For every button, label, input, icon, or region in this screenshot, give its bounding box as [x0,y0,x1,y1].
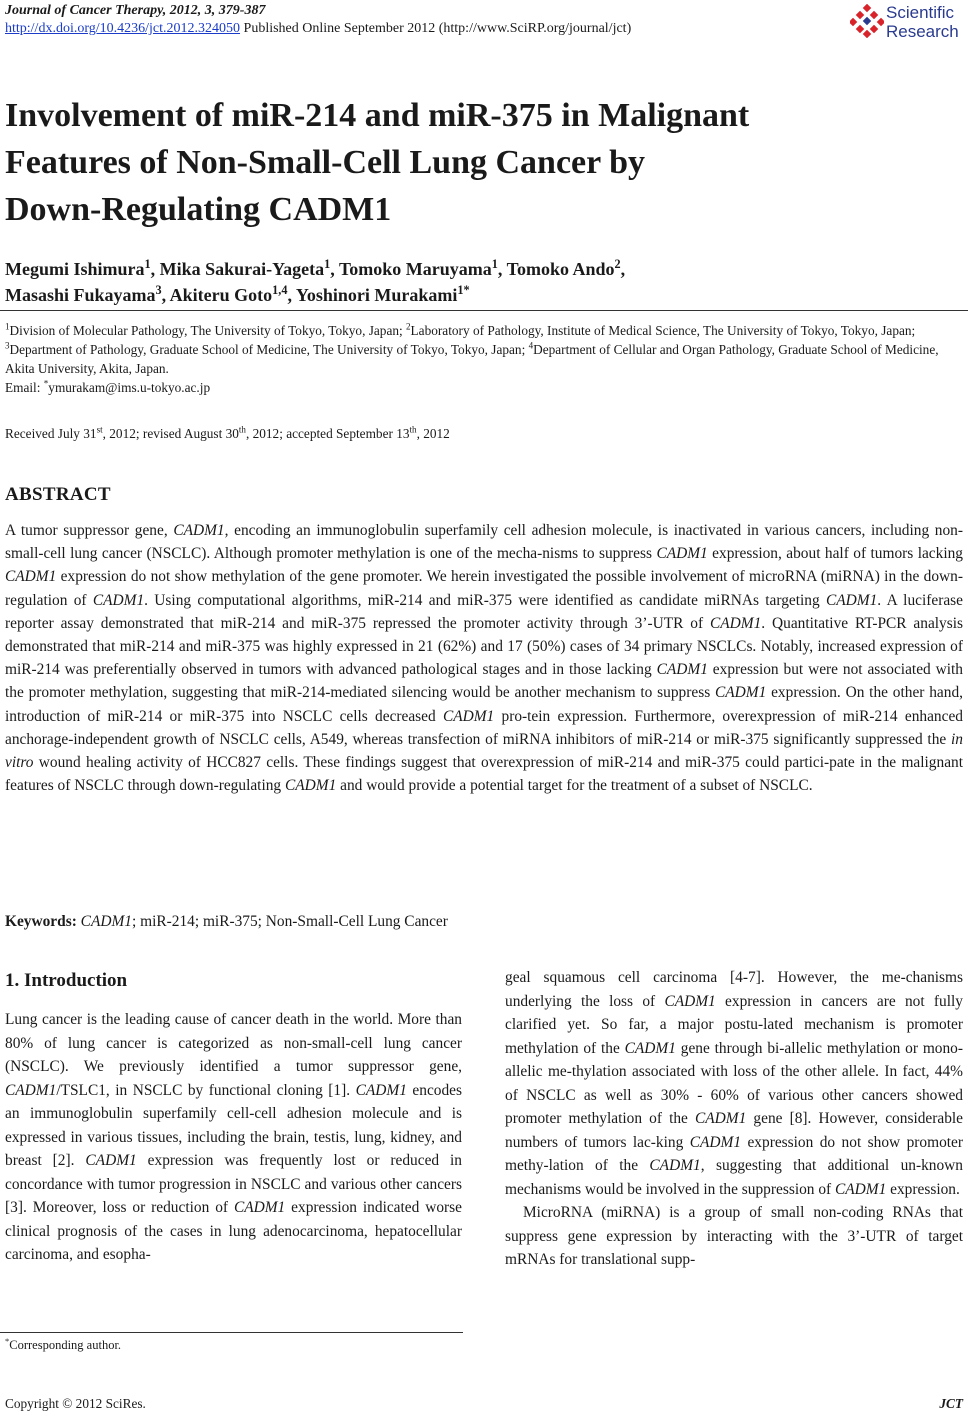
received-text: Received July 31 [5,426,97,441]
italic-term: in vitro [5,730,963,772]
title-line: Involvement of miR-214 and miR-375 in Malignant [5,97,750,134]
text-run: A tumor suppressor gene, [5,522,174,539]
ordinal-sup: st [96,424,103,435]
italic-term: CADM1 [5,1081,57,1099]
italic-term: CADM1 [656,545,708,563]
email-address[interactable]: ymurakam@ims.u-tokyo.ac.jp [48,380,211,395]
affiliation-sup: 4 [528,340,534,351]
text-run: . Using computational algorithms, miR-214 and miR-375 were identified as candidate miRNAs targeting [144,591,826,609]
affiliation [5,342,529,357]
text-run: expression but were not associated with the promoter methylation, suggesting that miR-214-mediated silencing would be another mechanism to suppress [5,661,963,702]
italic-term: CADM1 [714,684,767,702]
author-name: Megumi Ishimura [5,259,145,279]
text-run: expression in cancers are not fully clarified yet. So far, a major postu-lated mechanism is promoter methylation of the [505,992,963,1057]
affiliation [406,323,915,338]
keywords-list: ; miR-214; miR-375; Non-Small-Cell Lung Cancer [131,913,448,930]
keyword-gene: CADM1 [76,913,132,930]
text-run: . A luciferase reporter assay demonstrated that miR-214 and miR-375 repressed the promoter activity through 3’-UTR of [5,591,963,632]
journal-volume-pages: , 2012, 3, 379-387 [162,3,266,18]
abstract-heading: ABSTRACT [5,484,111,505]
author-name: Yoshinori Murakami [295,285,458,305]
author-name: Masashi Fukayama [5,285,156,305]
italic-term: CADM1 [442,707,495,725]
publisher-logo [850,2,966,42]
email-label: Email: [5,380,44,395]
author-separator: , [497,259,507,279]
author-affil-sup: 1* [457,283,470,297]
author-separator: , [620,259,626,279]
section-heading-introduction: 1. Introduction [5,970,128,991]
italic-term: CADM1 [664,992,716,1010]
footnote-text: Corresponding author. [9,1338,122,1352]
text-run: pro-tein expression. Furthermore, overexpression of miR-214 enhanced anchorage-independent growth of NSCLC cells, A549, whereas transfection of miRNA inhibitors of miR-214 or miR-375 significantly suppressed the [5,707,963,748]
italic-term: CADM1 [233,1199,286,1216]
accepted-text: , 2012; accepted September 13 [245,426,410,441]
author-affil-sup: 3 [155,283,162,297]
affiliation-text: Department of Cellular and Organ Pathology, Graduate School of Medicine, Akita University, Akita, Japan. [5,342,939,376]
italic-term: CADM1 [709,614,762,632]
footnote [5,1335,122,1353]
email-sup: * [43,378,49,389]
text-run: expression do not show methylation of the gene promoter. We herein investigated the possible involvement of microRNA (miRNA) in the down-regulation of [5,568,963,609]
affiliations [5,321,963,397]
journal-name: Journal of Cancer Therapy [5,3,163,18]
affiliation [5,323,406,338]
italic-term: CADM1 [656,661,708,679]
published-online: Published Online September 2012 (http://www.SciRP.org/journal/jct) [240,21,632,36]
italic-term: CADM1 [355,1081,407,1099]
text-run: wound healing activity of HCC827 cells. These findings suggest that overexpression of miR-214 and miR-375 could partici-pate in the malignant features of NSCLC through down-regulating [5,754,963,795]
author-name: Tomoko Maruyama [338,259,492,279]
text-run: expression. On the other hand, introduction of miR-214 or miR-375 into NSCLC cells decreased [5,684,963,725]
text-run: expression was frequently lost or reduced in concordance with tumor progression in NSCLC and various other cancers [3]. Moreover, loss or reduction of [5,1152,463,1216]
affiliation-text: Laboratory of Pathology, Institute of Medical Science, The University of Tokyo, Tokyo, Japan; [410,323,916,338]
author-affil-sup: 2 [614,257,621,271]
intro-right-column [505,966,963,1272]
author-name: Tomoko Ando [506,259,615,279]
author-name: Mika Sakurai-Yageta [159,259,325,279]
footnote-sup: * [5,1335,10,1346]
italic-term: CADM1 [5,568,57,586]
text-run: expression do not show promoter methy-lation of the [505,1133,963,1174]
author-affil-sup: 1 [144,257,151,271]
italic-term: CADM1 [624,1039,676,1057]
year-text: , 2012 [416,426,450,441]
received-dates [5,426,450,442]
text-run: Lung cancer is the leading cause of cancer death in the world. More than 80% of lung cancer is categorized as non-small-cell lung cancer (NSCLC). We previously identified a tumor suppressor gene, [5,1011,462,1075]
ordinal-sup: th [409,424,417,435]
journal-abbreviation: JCT [939,1396,963,1411]
title-line: Down-Regulating CADM1 [5,191,392,228]
italic-term: CADM1 [695,1110,747,1127]
affiliation-sup: 1 [5,321,10,332]
affiliation-sup: 3 [5,340,10,351]
italic-term: CADM1 [649,1157,701,1174]
keywords-label: Keywords: [5,913,77,930]
italic-term: CADM1 [85,1152,137,1169]
copyright: Copyright © 2012 SciRes. [5,1396,146,1411]
author-affil-sup: 1 [324,257,331,271]
corresponding-email [5,378,963,397]
text-run: and would provide a potential target for the treatment of a subset of NSCLC. [336,777,813,795]
author-affil-sup: 1,4 [272,283,288,297]
text-run: gene through bi-allelic methylation or mono-allelic me-thylation associated with loss of the other allele. In fact, 44% of NSCLC as well as 30% - 60% of various other cancers showed promoter methylation of the [505,1039,963,1127]
text-run: geal squamous cell carcinoma [4-7]. However, the me-chanisms underlying the loss of [505,969,963,1010]
italic-term: CADM1 [92,591,145,609]
author-name: Akiteru Goto [169,285,273,305]
text-run: expression indicated worse clinical prognosis of the cases in lung adenocarcinoma, hepatocellular carcinoma, and esopha- [5,1199,462,1263]
logo-word-research: Research [886,22,959,41]
author-separator: , [150,259,160,279]
revised-text: , 2012; revised August 30 [102,426,239,441]
italic-term: CADM1 [173,522,225,539]
doi-link[interactable]: http://dx.doi.org/10.4236/jct.2012.324050 [5,21,241,36]
author-separator: , [287,285,296,305]
author-separator: , [161,285,170,305]
author-list [5,256,955,308]
text-run: , suggesting that additional un-known mechanisms would be involved in the suppression of [505,1157,963,1198]
text-run: , encoding an immunoglobulin superfamily cell adhesion molecule, is inactivated in various cancers, including non-small-cell lung cancer (NSCLC). Although promoter methylation is one of the mecha-nisms to suppress [5,522,964,563]
keywords [5,913,448,931]
author-separator: , [330,259,339,279]
text-run: expression, about half of tumors lacking [707,545,963,563]
text-run: gene [8]. However, considerable numbers of tumors lac-king [505,1110,963,1151]
intro-paragraph [505,969,963,1198]
footnote-divider [0,1332,463,1333]
article-title [5,92,925,233]
logo-word-scientific: Scientific [886,3,955,22]
author-line [5,256,955,282]
author-line [5,282,955,308]
author-affil-sup: 1 [491,257,498,271]
scientific-research-logo-icon [850,4,884,38]
ordinal-sup: th [238,424,246,435]
text-run: expression. [886,1180,960,1198]
affiliation-sup: 2 [406,321,411,332]
doi-line [5,21,631,37]
text-run: MicroRNA (miRNA) is a group of small non-coding RNAs that suppress gene expression by interacting with the 3’-UTR of target mRNAs for translational supp- [505,1204,963,1268]
text-run: . Quantitative RT-PCR analysis demonstrated that miR-214 and miR-375 was highly expressed in 21 (62%) and 17 (50%) cases of 34 primary NSCLCs. Notably, increased expression of miR-214 was preferentially observed in tumors with advanced pathological stages and in those lacking [5,614,963,679]
affiliation-text: Department of Pathology, Graduate School of Medicine, The University of Tokyo, Tokyo, Japan; [9,342,529,357]
italic-term: CADM1 [284,777,337,795]
abstract-body [5,519,963,797]
title-line: Features of Non-Small-Cell Lung Cancer by [5,144,646,181]
italic-term: CADM1 [689,1133,742,1151]
text-run: /TSLC1, in NSCLC by functional cloning [1]. [56,1081,356,1099]
italic-term: CADM1 [825,591,878,609]
italic-term: CADM1 [835,1180,887,1198]
journal-citation [5,3,265,19]
intro-paragraph [505,1201,963,1272]
intro-left-column [5,1008,462,1267]
header-divider [0,310,968,311]
affiliation-text: Division of Molecular Pathology, The University of Tokyo, Tokyo, Japan; [9,323,407,338]
text-run: encodes an immunoglobulin superfamily cell-cell adhesion molecule and is expressed in various tissues, including the brain, testis, lung, kidney, and breast [2]. [5,1081,462,1169]
